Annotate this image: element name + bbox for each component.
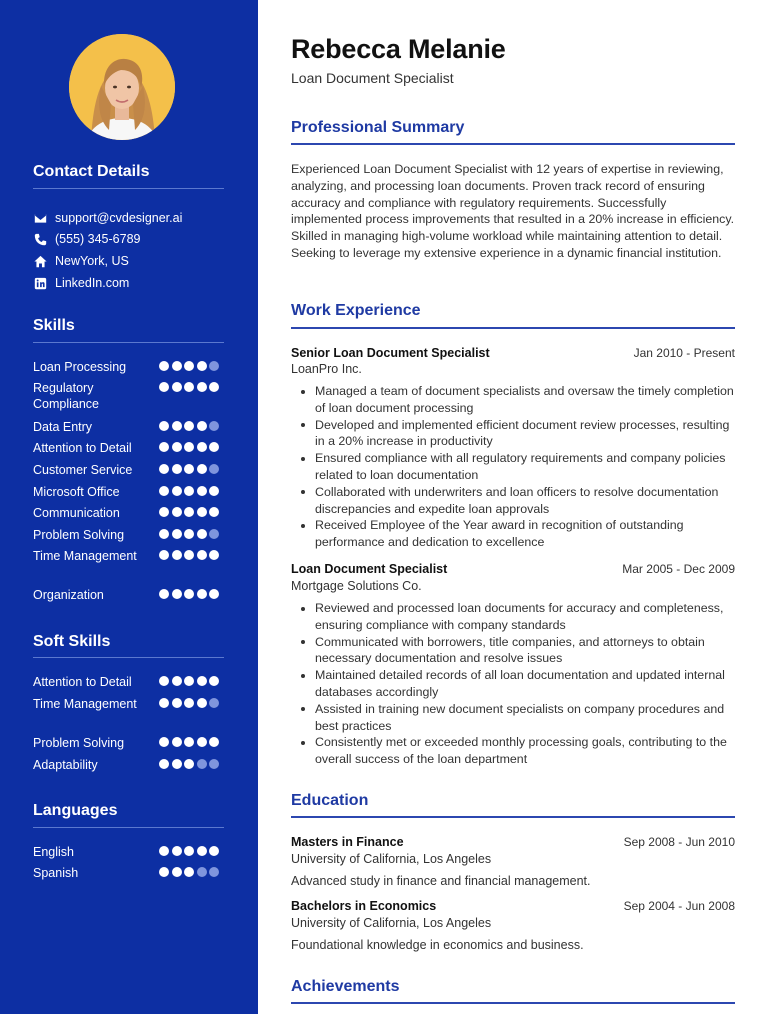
rating-dot-filled	[172, 507, 182, 517]
rating-dot-filled	[172, 676, 182, 686]
rating-dot-empty	[209, 759, 219, 769]
soft-skill-item	[33, 696, 223, 712]
skill-rating	[159, 589, 222, 601]
skill-label: Loan Processing	[33, 360, 127, 374]
list-item: Assisted in training new document specialists on company procedures and best practices	[315, 701, 735, 735]
rating-dot-filled	[159, 698, 169, 708]
list-item: Reviewed and processed loan documents for accuracy and completeness, ensuring compliance with company standards	[315, 600, 735, 634]
skill-item	[33, 484, 223, 500]
skill-rating	[159, 676, 222, 688]
rating-dot-filled	[184, 361, 194, 371]
linkedin-icon	[33, 276, 47, 290]
summary-text: Experienced Loan Document Specialist with 12 years of expertise in reviewing, analyzing, and processing loan documents. Proven track record of ensuring accuracy and compliance with regulatory requirements. Successfully implemented process improvements that resulted in a 20% increase in efficiency. Skilled in managing high-volume workload while maintaining attention to detail. Seeking to leverage my extensive experience in a dynamic financial institution.	[291, 162, 735, 260]
rating-dot-filled	[209, 676, 219, 686]
divider	[291, 816, 735, 818]
rating-dot-filled	[172, 846, 182, 856]
rating-dot-empty	[209, 421, 219, 431]
language-label: English	[33, 845, 74, 859]
skill-item	[33, 419, 223, 435]
rating-dot-filled	[197, 382, 207, 392]
rating-dot-empty	[209, 698, 219, 708]
skill-label: Time Management	[33, 549, 137, 563]
list-item: Maintained detailed records of all loan documentation and updated internal databases accordingly	[315, 667, 735, 701]
job-date: Jan 2010 - Present	[633, 346, 735, 360]
rating-dot-filled	[197, 421, 207, 431]
rating-dot-filled	[159, 421, 169, 431]
rating-dot-filled	[197, 507, 207, 517]
skill-rating	[159, 486, 222, 498]
rating-dot-filled	[197, 550, 207, 560]
rating-dot-filled	[184, 442, 194, 452]
education-heading: Education	[291, 792, 369, 809]
rating-dot-filled	[209, 382, 219, 392]
rating-dot-filled	[172, 698, 182, 708]
divider	[291, 143, 735, 145]
work-heading: Work Experience	[291, 302, 421, 319]
rating-dot-filled	[197, 361, 207, 371]
skill-label: Organization	[33, 588, 104, 602]
rating-dot-filled	[184, 550, 194, 560]
contact-phone[interactable]	[33, 231, 140, 247]
divider	[291, 1002, 735, 1004]
rating-dot-filled	[172, 464, 182, 474]
job-bullets	[315, 383, 735, 551]
skill-item	[33, 527, 223, 543]
skill-item	[33, 462, 223, 478]
skill-label: Regulatory Compliance	[33, 381, 100, 411]
rating-dot-filled	[172, 382, 182, 392]
rating-dot-filled	[197, 486, 207, 496]
rating-dot-filled	[172, 421, 182, 431]
rating-dot-empty	[197, 867, 207, 877]
skill-rating	[159, 507, 222, 519]
skill-label: Attention to Detail	[33, 441, 132, 455]
skill-rating	[159, 382, 222, 394]
rating-dot-filled	[197, 846, 207, 856]
rating-dot-filled	[172, 867, 182, 877]
rating-dot-filled	[159, 759, 169, 769]
rating-dot-filled	[184, 737, 194, 747]
rating-dot-filled	[172, 550, 182, 560]
avatar	[69, 34, 175, 140]
language-item	[33, 865, 223, 881]
soft-skill-item	[33, 674, 223, 690]
school-name: University of California, Los Angeles	[291, 916, 492, 930]
rating-dot-filled	[197, 698, 207, 708]
skill-rating	[159, 464, 222, 476]
skill-item	[33, 359, 223, 375]
divider	[33, 188, 224, 189]
achievements-heading: Achievements	[291, 978, 400, 995]
rating-dot-filled	[159, 846, 169, 856]
contact-email-text: support@cvdesigner.ai	[55, 211, 183, 225]
rating-dot-empty	[209, 361, 219, 371]
rating-dot-filled	[209, 737, 219, 747]
skill-rating	[159, 421, 222, 433]
rating-dot-filled	[184, 676, 194, 686]
rating-dot-filled	[184, 698, 194, 708]
rating-dot-filled	[184, 486, 194, 496]
contact-email[interactable]	[33, 210, 182, 226]
rating-dot-filled	[184, 382, 194, 392]
rating-dot-empty	[209, 464, 219, 474]
skill-item	[33, 505, 223, 521]
list-item: Ensured compliance with all regulatory requirements and company policies related to loan documentation	[315, 450, 735, 484]
skill-label: Data Entry	[33, 420, 93, 434]
degree-title: Masters in Finance	[291, 835, 404, 849]
rating-dot-filled	[209, 589, 219, 599]
soft-skills-heading: Soft Skills	[33, 633, 111, 650]
candidate-title: Loan Document Specialist	[291, 70, 454, 86]
rating-dot-filled	[184, 507, 194, 517]
list-item: Managed a team of document specialists and oversaw the timely completion of loan document processing	[315, 384, 734, 415]
rating-dot-filled	[159, 361, 169, 371]
rating-dot-filled	[184, 846, 194, 856]
rating-dot-filled	[159, 529, 169, 539]
school-name: University of California, Los Angeles	[291, 852, 492, 866]
main-content	[291, 0, 735, 1014]
rating-dot-filled	[172, 486, 182, 496]
rating-dot-empty	[197, 759, 207, 769]
rating-dot-empty	[209, 529, 219, 539]
rating-dot-filled	[184, 759, 194, 769]
divider	[33, 342, 224, 343]
skill-label: Adaptability	[33, 758, 98, 772]
rating-dot-filled	[159, 676, 169, 686]
language-label: Spanish	[33, 866, 79, 880]
degree-title: Bachelors in Economics	[291, 899, 437, 913]
rating-dot-filled	[172, 361, 182, 371]
phone-icon	[33, 232, 47, 246]
skill-label: Problem Solving	[33, 528, 125, 542]
home-icon	[33, 254, 47, 268]
languages-heading: Languages	[33, 802, 118, 819]
envelope-icon	[33, 211, 47, 225]
rating-dot-filled	[197, 589, 207, 599]
skills-heading: Skills	[33, 317, 75, 334]
summary-heading: Professional Summary	[291, 119, 465, 136]
soft-skill-item	[33, 757, 223, 773]
contact-linkedin-text: LinkedIn.com	[55, 276, 130, 290]
skill-label: Attention to Detail	[33, 675, 132, 689]
rating-dot-filled	[197, 676, 207, 686]
language-rating	[159, 846, 222, 858]
contact-phone-text: (555) 345-6789	[55, 232, 141, 246]
candidate-name: Rebecca Melanie	[291, 34, 506, 64]
degree-description: Foundational knowledge in economics and business.	[291, 938, 584, 952]
skill-rating	[159, 550, 222, 562]
job-title: Loan Document Specialist	[291, 562, 448, 576]
skill-label: Microsoft Office	[33, 485, 120, 499]
contact-location-text: NewYork, US	[55, 254, 129, 268]
rating-dot-filled	[209, 550, 219, 560]
job-title: Senior Loan Document Specialist	[291, 346, 490, 360]
list-item: Received Employee of the Year award in recognition of outstanding performance and dedication to excellence	[315, 517, 735, 551]
rating-dot-filled	[172, 737, 182, 747]
skill-rating	[159, 442, 222, 454]
skill-label: Communication	[33, 506, 120, 520]
rating-dot-filled	[197, 464, 207, 474]
rating-dot-filled	[159, 550, 169, 560]
divider	[33, 827, 224, 828]
list-item: Collaborated with underwriters and loan officers to resolve documentation discrepancies and expedite loan approvals	[315, 484, 735, 518]
rating-dot-filled	[209, 442, 219, 452]
rating-dot-filled	[159, 507, 169, 517]
rating-dot-filled	[184, 529, 194, 539]
job-company: Mortgage Solutions Co.	[291, 579, 422, 593]
rating-dot-filled	[184, 589, 194, 599]
divider	[291, 327, 735, 329]
rating-dot-filled	[197, 442, 207, 452]
skill-item	[33, 548, 223, 564]
skill-label: Time Management	[33, 697, 137, 711]
contact-linkedin[interactable]	[33, 275, 129, 291]
rating-dot-filled	[197, 529, 207, 539]
list-item: Communicated with borrowers, title companies, and attorneys to obtain necessary documentation and resolve issues	[315, 634, 735, 668]
rating-dot-filled	[184, 421, 194, 431]
sidebar	[0, 0, 258, 1014]
rating-dot-filled	[172, 589, 182, 599]
soft-skill-item	[33, 735, 223, 751]
rating-dot-filled	[184, 464, 194, 474]
job-date: Mar 2005 - Dec 2009	[622, 562, 735, 576]
language-item	[33, 844, 223, 860]
list-item: Consistently met or exceeded monthly processing goals, contributing to the overall success of the loan department	[315, 734, 735, 768]
contact-heading: Contact Details	[33, 163, 150, 180]
skill-label: Problem Solving	[33, 736, 125, 750]
rating-dot-filled	[159, 382, 169, 392]
degree-description: Advanced study in finance and financial management.	[291, 874, 591, 888]
degree-date: Sep 2004 - Jun 2008	[623, 899, 735, 913]
skill-item	[33, 440, 223, 456]
divider	[33, 657, 224, 658]
degree-date: Sep 2008 - Jun 2010	[623, 835, 735, 849]
rating-dot-filled	[184, 867, 194, 877]
contact-location	[33, 253, 129, 269]
skill-rating	[159, 529, 222, 541]
rating-dot-filled	[209, 846, 219, 856]
skill-item	[33, 587, 223, 603]
rating-dot-filled	[159, 867, 169, 877]
rating-dot-empty	[209, 867, 219, 877]
rating-dot-filled	[209, 486, 219, 496]
job-company: LoanPro Inc.	[291, 362, 362, 376]
skill-label: Customer Service	[33, 463, 133, 477]
list-item: Developed and implemented efficient document review processes, resulting in a 20% increase in productivity	[315, 417, 735, 451]
avatar-photo-icon	[69, 34, 175, 140]
rating-dot-filled	[159, 464, 169, 474]
language-rating	[159, 867, 222, 879]
job-bullets	[315, 600, 735, 768]
rating-dot-filled	[159, 442, 169, 452]
rating-dot-filled	[159, 737, 169, 747]
rating-dot-filled	[172, 442, 182, 452]
rating-dot-filled	[209, 507, 219, 517]
rating-dot-filled	[197, 737, 207, 747]
rating-dot-filled	[159, 486, 169, 496]
skill-rating	[159, 361, 222, 373]
skill-rating	[159, 759, 222, 771]
rating-dot-filled	[172, 759, 182, 769]
rating-dot-filled	[172, 529, 182, 539]
skill-rating	[159, 698, 222, 710]
rating-dot-filled	[159, 589, 169, 599]
skill-item	[33, 380, 223, 412]
skill-rating	[159, 737, 222, 749]
